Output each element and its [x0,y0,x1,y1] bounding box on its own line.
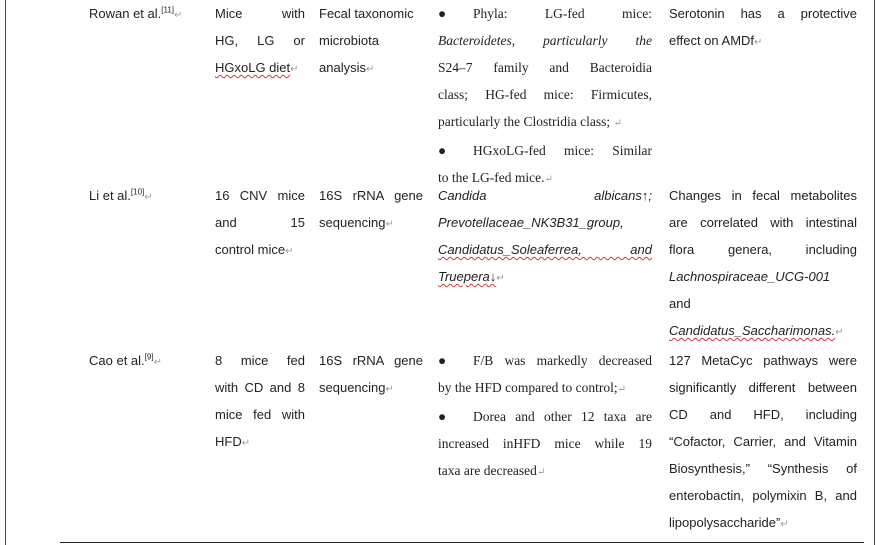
reference-superscript: [11] [161,5,175,15]
study-cell: Li et al.[10]↵ [89,187,153,203]
study-cell: Rowan et al.[11]↵ [89,5,183,21]
table-right-border [874,0,875,545]
model-cell: Mice with HG, LG or HGxoLG diet↵ [215,6,305,75]
method-cell: Fecal taxonomic microbiota analysis↵ [319,6,414,75]
findings-cell: ● Phyla: LG-fed mice: Bacteroidetes, particularly the S24–7 family and Bacteroidia class; HG-fed mice: Firmicutes, particularly the Clostridia class; ↵ ● HGxoLG-fed mice: Similar to the LG-fed mice.↵ [438,0,652,193]
conclusion-cell: Serotonin has a protective effect on AMDf↵ [669,6,857,48]
bullet-icon: ● [438,143,447,158]
findings-cell: Candida albicans↑; Prevotellaceae_NK3B31_group, Candidatus_Soleaferrea, and Truepera↓↵ [438,188,652,284]
findings-cell: ● F/B was markedly decreased by the HFD compared to control;↵ ● Dorea and other 12 taxa are increased inHFD mice while 19 taxa are decreased↵ [438,347,652,486]
bullet-icon: ● [438,409,447,424]
conclusion-cell: 127 MetaCyc pathways were significantly different between CD and HFD, including “Cofactor, Carrier, and Vitamin Biosynthesis,” “Synthesis of enterobactin, polymixin B, and lipopolysaccharide”↵ [669,353,857,530]
bullet-icon: ● [438,353,447,368]
method-cell: 16S rRNA gene sequencing↵ [319,188,423,230]
conclusion-cell: Changes in fecal metabolites are correlated with intestinal flora genera, including Lachnospiraceae_UCG-001 and Candidatus_Saccharimonas.↵ [669,188,857,338]
model-cell: 8 mice fed with CD and 8 mice fed with HFD↵ [215,353,305,449]
table-bottom-border [60,542,864,543]
reference-superscript: [9] [144,352,154,362]
bullet-icon: ● [438,6,447,21]
method-cell: 16S rRNA gene sequencing↵ [319,353,423,395]
model-cell: 16 CNV mice and 15 control mice↵ [215,188,305,257]
table-left-border [5,0,6,545]
reference-superscript: [10] [130,187,145,197]
study-cell: Cao et al.[9]↵ [89,352,162,368]
